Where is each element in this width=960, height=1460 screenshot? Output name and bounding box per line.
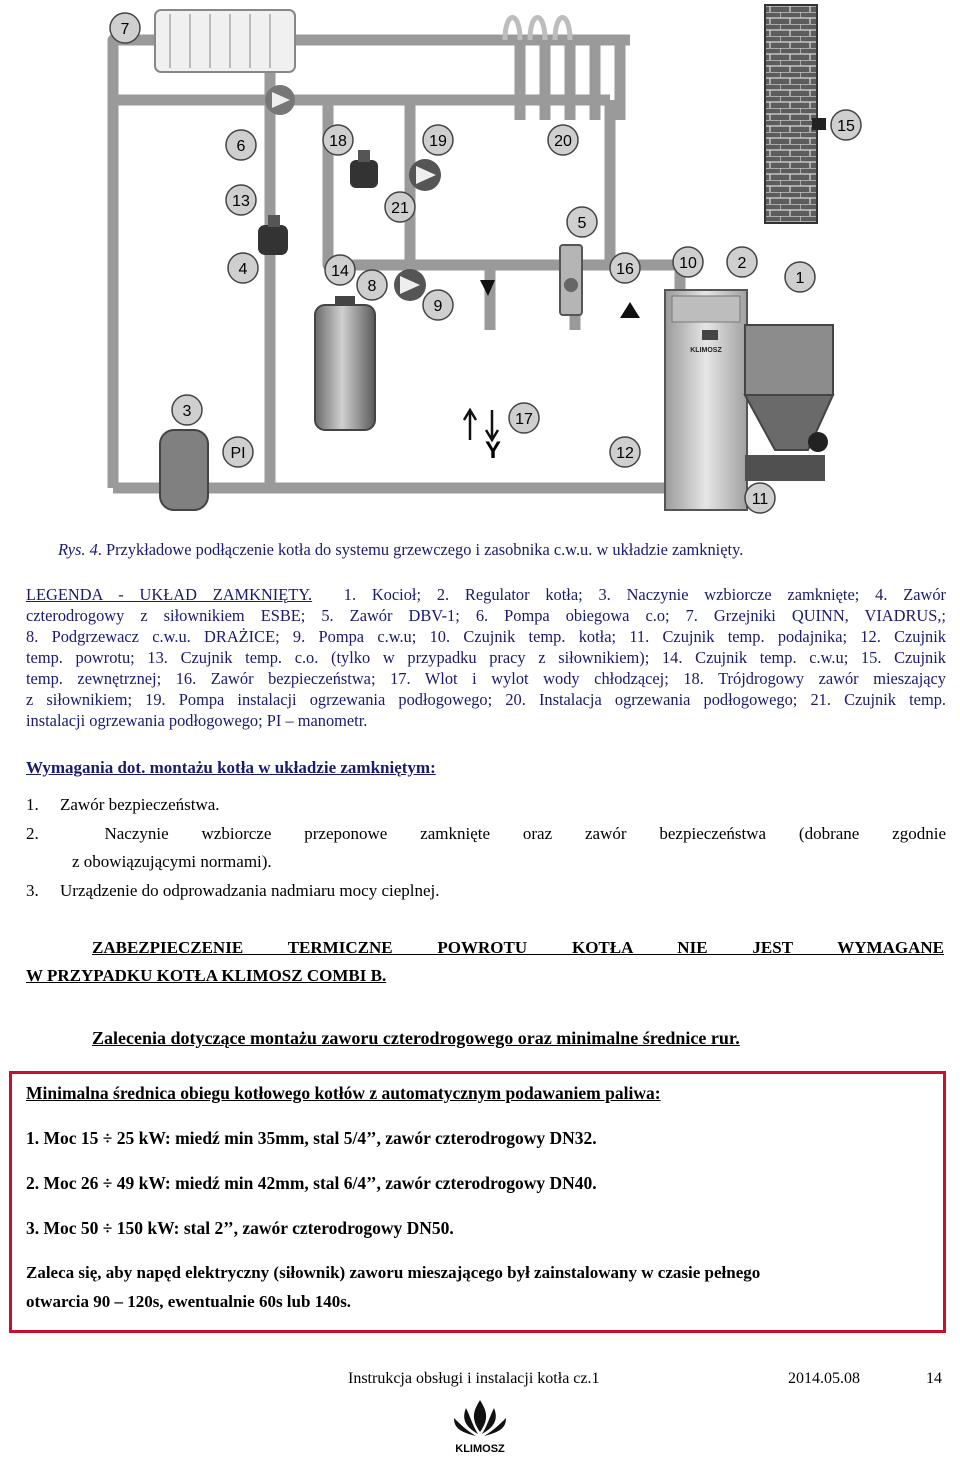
box-item: 3. Moc 50 ÷ 150 kW: stal 2’’, zawór czterodrogowy DN50.: [26, 1218, 454, 1238]
diagram-label: [423, 125, 453, 155]
diagram-label: [831, 110, 861, 140]
logo-text: KLIMOSZ: [455, 1443, 505, 1455]
svg-text:4: 4: [238, 261, 248, 278]
svg-text:8: 8: [367, 278, 377, 295]
recommendation-title: Zalecenia dotyczące montażu zaworu czterodrogowego oraz minimalne średnice rur.: [92, 1028, 740, 1048]
svg-text:6: 6: [236, 138, 246, 155]
svg-text:PI: PI: [230, 445, 246, 462]
legend-line: temp. powrotu; 13. Czujnik temp. c.o. (tylko w przypadku pracy z siłownikiem); 14. Czujnik temp. c.w.u; 15. Czujnik: [26, 648, 946, 667]
four-way-valve-icon: [258, 215, 288, 255]
svg-text:12: 12: [616, 445, 634, 462]
diagram-label: [325, 255, 355, 285]
svg-text:14: 14: [331, 263, 349, 280]
footer-page: 14: [926, 1370, 942, 1387]
box-note: Zaleca się, aby napęd elektryczny (siłownik) zaworu mieszającego był zainstalowany w czasie pełnego: [26, 1263, 761, 1282]
svg-text:5: 5: [577, 215, 587, 232]
legend-title: LEGENDA - UKŁAD ZAMKNIĘTY.: [26, 585, 313, 604]
svg-text:1: 1: [795, 270, 805, 287]
radiator-icon: [155, 10, 295, 72]
outdoor-sensor-icon: [812, 118, 826, 130]
requirement-item-cont: z obowiązującymi normami).: [72, 852, 272, 871]
svg-text:11: 11: [751, 491, 769, 508]
figure-caption: [58, 540, 743, 560]
svg-text:17: 17: [515, 411, 533, 428]
expansion-vessel-icon: [160, 430, 208, 510]
requirement-item: 2. Naczynie wzbiorcze przeponowe zamknięte oraz zawór bezpieczeństwa (dobrane zgodnie: [26, 824, 946, 843]
legend-line: czterodrogowy z siłownikiem ESBE; 5. Zawór DBV-1; 6. Pompa obiegowa c.o; 7. Grzejniki QUINN, VIADRUS,;: [26, 606, 946, 625]
diagram-label: [226, 130, 256, 160]
diagram-label: [610, 437, 640, 467]
y-label: Y: [484, 437, 502, 464]
diagram-label: [509, 403, 539, 433]
diagram-label: [548, 125, 578, 155]
diagram-label: [423, 290, 453, 320]
diagram-label: [323, 125, 353, 155]
box-note: otwarcia 90 – 120s, ewentualnie 60s lub 140s.: [26, 1292, 352, 1311]
warning-line: W PRZYPADKU KOTŁA KLIMOSZ COMBI B.: [26, 966, 387, 985]
svg-text:3: 3: [182, 403, 192, 420]
klimosz-logo: [440, 1398, 520, 1456]
requirement-item: 3. Urządzenie do odprowadzania nadmiaru mocy cieplnej.: [26, 881, 440, 900]
svg-text:16: 16: [616, 261, 634, 278]
diagram-label: [673, 247, 703, 277]
svg-text:2: 2: [737, 255, 747, 272]
diagram-label: [745, 483, 775, 513]
svg-text:9: 9: [433, 298, 443, 315]
warning-line: ZABEZPIECZENIE TERMICZNE POWROTU KOTŁA NIE JEST WYMAGANE: [92, 938, 944, 957]
requirement-item: 1. Zawór bezpieczeństwa.: [26, 795, 220, 814]
mixing-valve-icon: [350, 150, 378, 188]
diagram-label: [357, 270, 387, 300]
legend-line: temp. zewnętrznej; 16. Zawór bezpieczeństwa; 17. Wlot i wylot wody chłodzącej; 18. Trójdrogowy zawór mieszający: [26, 669, 946, 688]
diagram-label: [610, 253, 640, 283]
svg-text:13: 13: [232, 193, 250, 210]
box-item: 1. Moc 15 ÷ 25 kW: miedź min 35mm, stal 5/4’’, zawór czterodrogowy DN32.: [26, 1128, 597, 1148]
heating-system-diagram: [0, 0, 960, 530]
diagram-label: [385, 192, 415, 222]
legend-line: 8. Podgrzewacz c.w.u. DRAŻICE; 9. Pompa c.w.u; 10. Czujnik temp. kotła; 11. Czujnik temp. podajnika; 12. Czujnik: [26, 627, 946, 646]
svg-text:20: 20: [554, 133, 572, 150]
caption-prefix: Rys. 4: [58, 540, 98, 559]
footer-date: 2014.05.08: [788, 1370, 860, 1387]
pump-cwu-icon: [394, 269, 426, 301]
legend-line: instalacji ogrzewania podłogowego; PI – manometr.: [26, 711, 368, 730]
diagram-label: [223, 437, 253, 467]
diagram-label: [110, 13, 140, 43]
diagram-label: [567, 207, 597, 237]
pump-co-icon: [265, 85, 295, 115]
legend-line: LEGENDA - UKŁAD ZAMKNIĘTY. 1. Kocioł; 2. Regulator kotła; 3. Naczynie wzbiorcze zamknięte; 4. Zawór: [26, 585, 946, 604]
svg-text:15: 15: [837, 118, 855, 135]
diagram-label: [226, 185, 256, 215]
caption-text: . Przykładowe podłączenie kotła do systemu grzewczego i zasobnika c.w.u. w układzie zamknięty.: [97, 540, 744, 559]
flow-arrow-in-icon: [464, 410, 476, 440]
boiler-brand: KLIMOSZ: [690, 347, 722, 354]
footer-title: Instrukcja obsługi i instalacji kotła cz.1: [348, 1370, 600, 1387]
diagram-label: [785, 262, 815, 292]
legend-line: z siłownikiem; 19. Pompa instalacji ogrzewania podłogowego; 20. Instalacja ogrzewania podłogowego; 21. Czujnik temp.: [26, 690, 946, 709]
svg-text:10: 10: [679, 255, 697, 272]
dbv-valve-icon: [560, 245, 582, 315]
chimney-wall: [765, 5, 817, 223]
pump-floor-icon: [409, 159, 441, 191]
flow-arrow-out-icon: [486, 410, 498, 440]
svg-text:18: 18: [329, 133, 347, 150]
relief-valve-icon: [620, 302, 640, 318]
svg-text:19: 19: [429, 133, 447, 150]
boiler-icon: [665, 290, 833, 510]
diagram-label: [172, 395, 202, 425]
diagram-label: [727, 247, 757, 277]
svg-text:7: 7: [120, 21, 130, 38]
diagram-label: [228, 253, 258, 283]
hot-water-tank-icon: [315, 296, 375, 430]
requirements-title: Wymagania dot. montażu kotła w układzie zamkniętym:: [26, 758, 436, 777]
box-title: Minimalna średnica obiegu kotłowego kotłów z automatycznym podawaniem paliwa:: [26, 1083, 661, 1103]
box-item: 2. Moc 26 ÷ 49 kW: miedź min 42mm, stal 6/4’’, zawór czterodrogowy DN40.: [26, 1173, 597, 1193]
svg-text:21: 21: [391, 200, 409, 217]
